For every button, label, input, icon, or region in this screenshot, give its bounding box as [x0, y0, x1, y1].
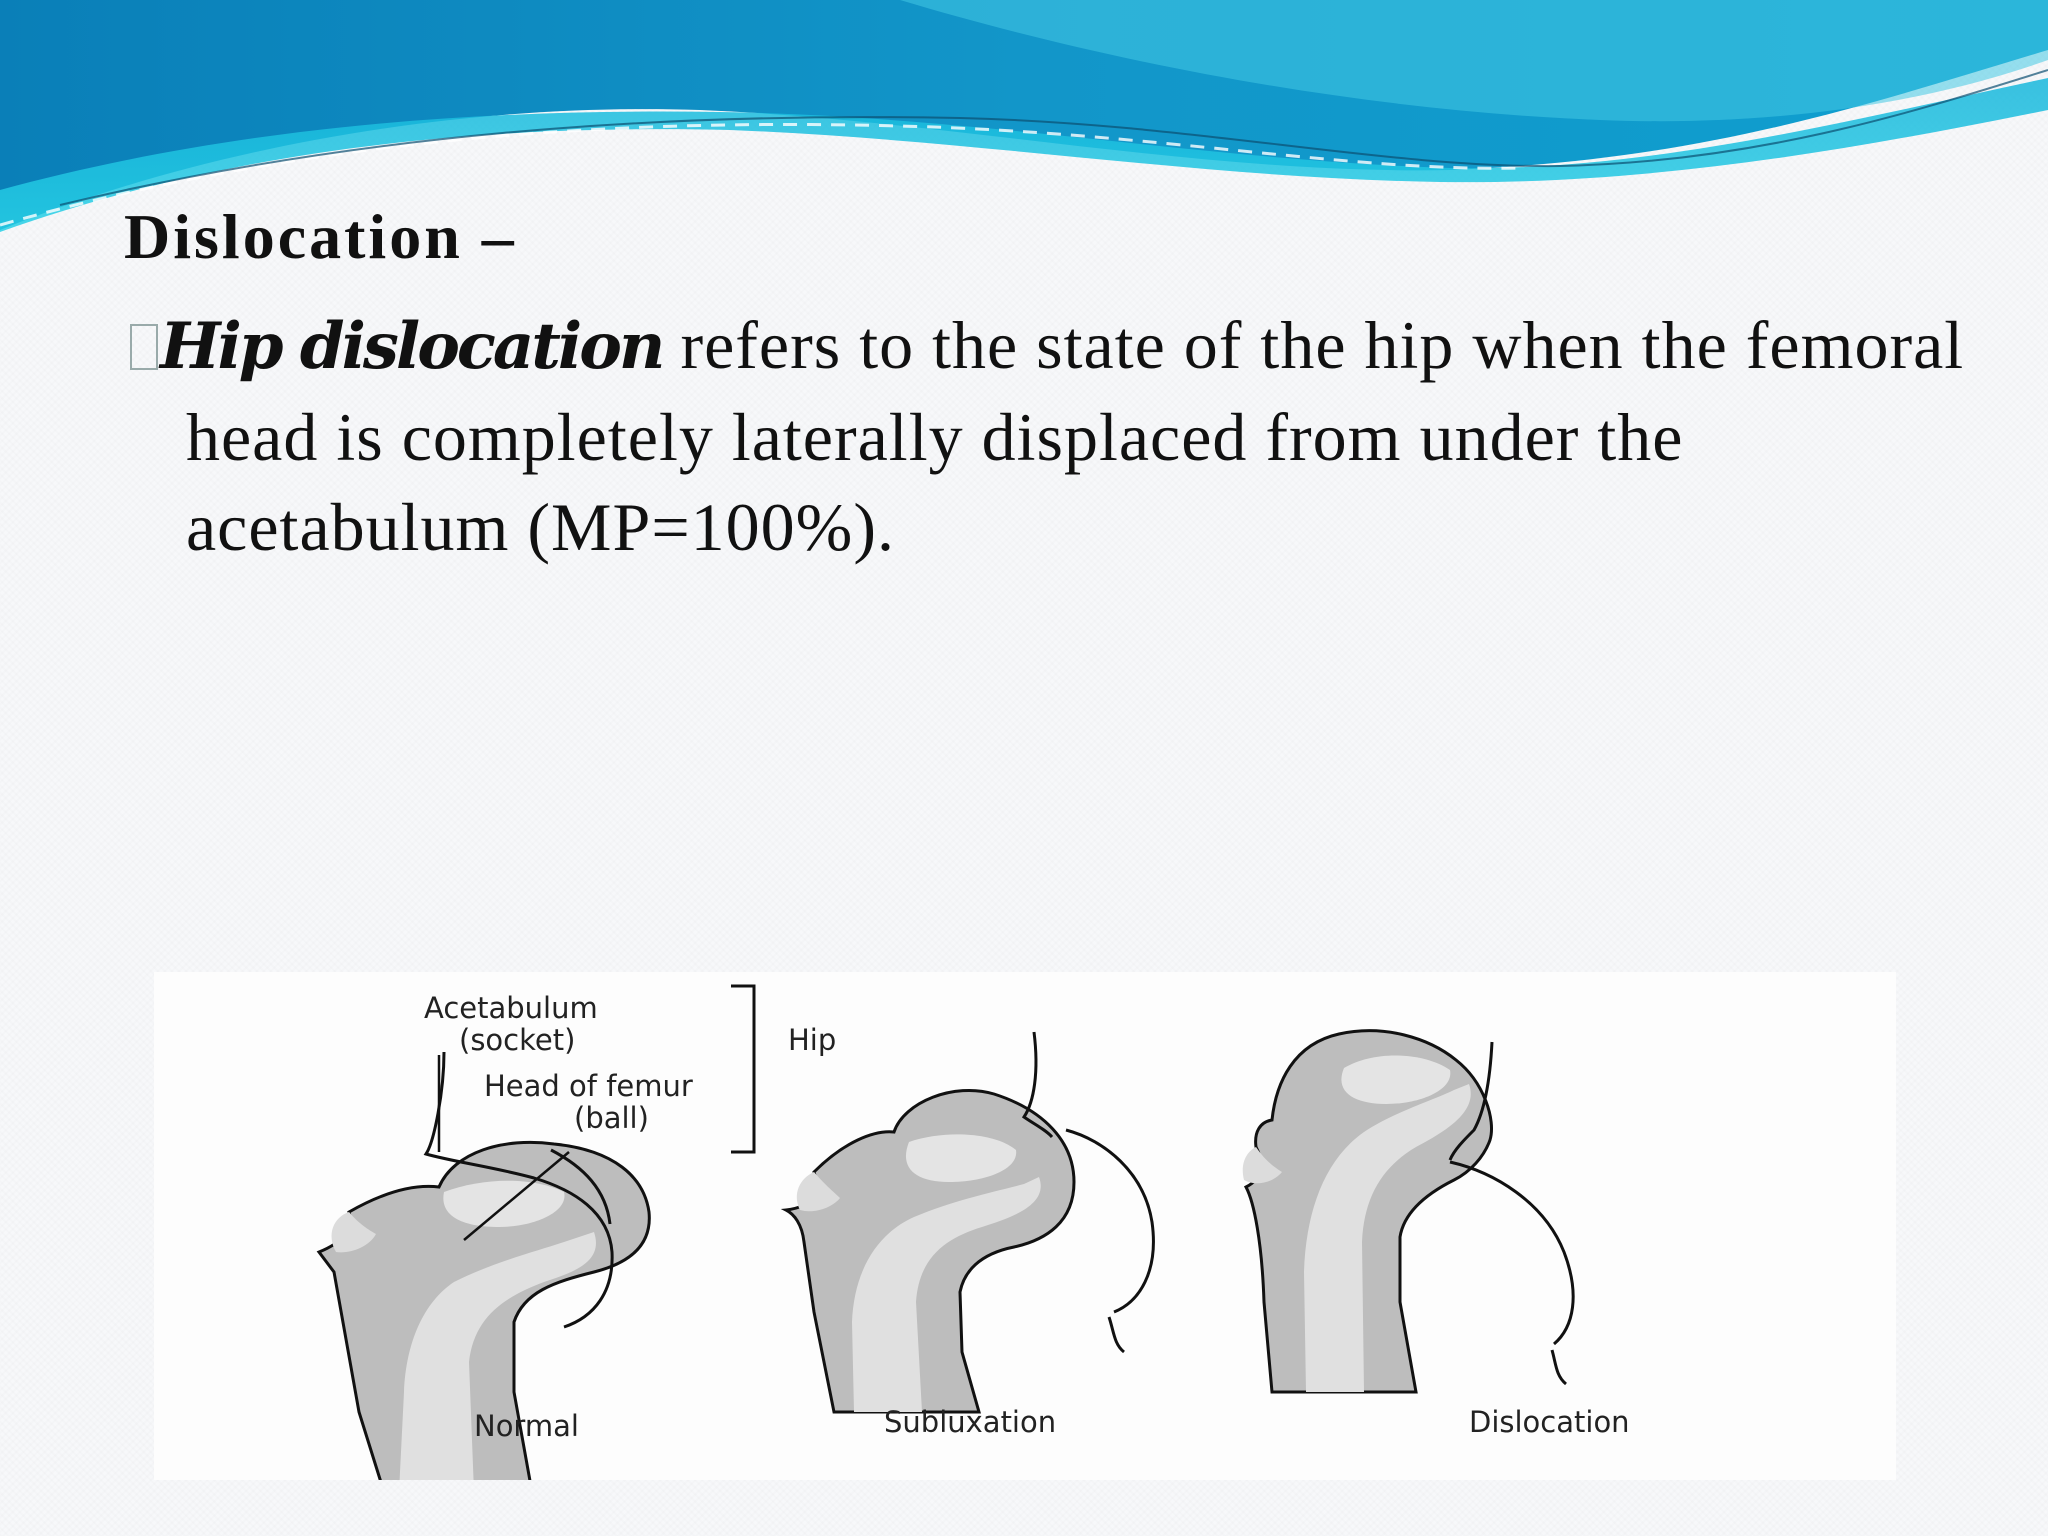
hip-bracket	[731, 986, 754, 1152]
hip-label: Hip	[788, 1023, 837, 1057]
subluxation-hip-drawing	[786, 1032, 1153, 1412]
caption-subluxation: Subluxation	[884, 1405, 1057, 1439]
caption-normal: Normal	[474, 1409, 579, 1443]
dislocation-hip-drawing	[1243, 1031, 1573, 1392]
acetabulum-label: Acetabulum	[424, 991, 598, 1025]
caption-dislocation: Dislocation	[1469, 1405, 1630, 1439]
definition-paragraph	[130, 300, 1986, 572]
ball-label: (ball)	[574, 1101, 649, 1135]
bullet-icon	[130, 324, 158, 370]
slide-heading: Dislocation –	[124, 201, 517, 272]
hip-diagram	[154, 972, 1896, 1480]
socket-label: (socket)	[459, 1023, 576, 1057]
femur-head-label: Head of femur	[484, 1069, 693, 1103]
definition-text: refers to the state of the hip when the femoral head is completely laterally displaced from under the acetabulum (MP=100%).	[186, 307, 1965, 565]
defined-term: Hip dislocation	[160, 309, 663, 384]
